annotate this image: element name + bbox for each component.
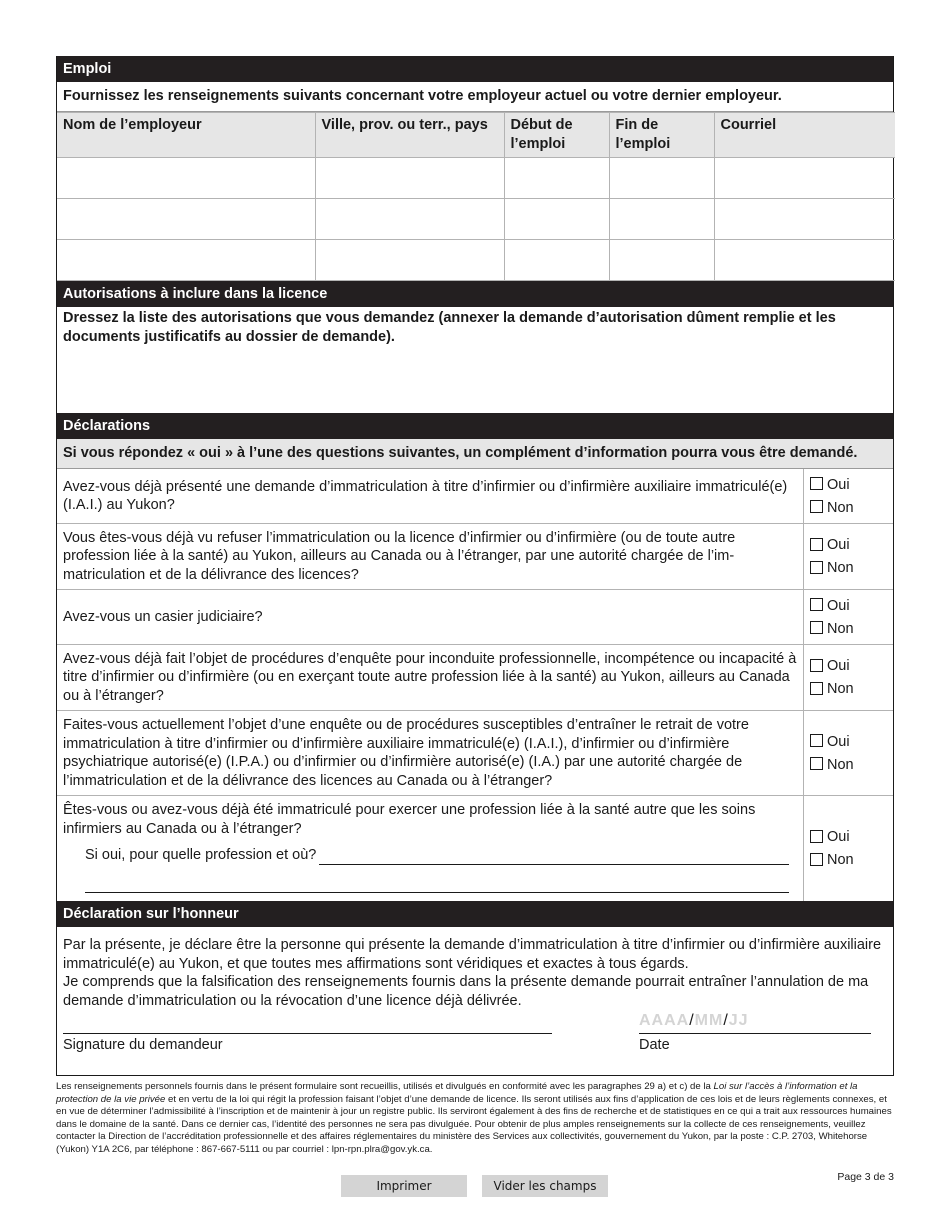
declarations-note: Si vous répondez « oui » à l’une des questions suivantes, un complément d’information pourra vous être demandé. [57,439,893,469]
email-field[interactable] [714,199,895,240]
privacy-notice [56,1081,896,1157]
no-checkbox[interactable] [810,620,893,638]
question-text: Faites-vous actuellement l’objet d’une enquête ou de procédures susceptibles d’entraîner le retrait de votre immatriculation à titre d’infirmier ou d’infirmière auxiliaire immatriculé(e) (I.A.I.), d’infirmier ou d’infirmière psychiatrique autorisé(e) (I.P.A.) ou d’infirmier ou d’infirmière autorisé(e) (I.A.) par une autorité chargée de l’immatriculation et de la délivrance des licences au Canada ou à l’étranger? [57,711,804,795]
date-underline [639,1033,871,1034]
profession-field-continued[interactable] [85,873,789,893]
question-text: Êtes-vous ou avez-vous déjà été immatriculé pour exercer une profession liée à la santé autre que les soins infirmiers au Canada ou à l’étranger? [63,802,756,837]
yes-label: Oui [827,537,850,553]
date-separator: / [689,1012,695,1029]
email-field[interactable] [714,240,895,281]
yes-label: Oui [827,658,850,674]
question-text: Avez-vous déjà présenté une demande d’immatriculation à titre d’infirmier ou d’infirmière auxiliaire immatriculé(e) (I.A.I.) au Yukon? [57,469,804,523]
followup-line [63,846,797,865]
employment-table [57,112,895,281]
question-row [57,524,893,590]
question-row [57,590,893,645]
email-field[interactable] [714,158,895,199]
date-month-placeholder: MM [694,1012,724,1029]
yes-checkbox[interactable] [810,657,893,675]
privacy-text-part1: Les renseignements personnels fournis dans le présent formulaire sont recueillis, utilisés et divulgués en conformité avec les paragraphes 29 a) et c) de la [56,1081,714,1092]
no-checkbox[interactable] [810,680,893,698]
date-year-placeholder: AAAA [639,1012,690,1029]
question-block [57,796,804,901]
no-label: Non [827,681,854,697]
checkbox-icon [810,734,823,747]
clear-fields-button[interactable]: Vider les champs [482,1175,608,1197]
table-row [57,158,895,199]
employer-name-field[interactable] [57,158,315,199]
question-row [57,796,893,901]
authorizations-section-header: Autorisations à inclure dans la licence [57,281,893,307]
answer-options [804,469,893,523]
end-date-field[interactable] [609,240,714,281]
yes-label: Oui [827,597,850,614]
checkbox-icon [810,561,823,574]
no-label: Non [827,499,854,516]
no-checkbox[interactable] [810,499,893,517]
checkbox-icon [810,682,823,695]
col-start-date: Début de l’emploi [504,113,609,158]
location-field[interactable] [315,158,504,199]
yes-checkbox[interactable] [810,828,893,846]
no-checkbox[interactable] [810,756,893,774]
yes-label: Oui [827,476,850,493]
employer-name-field[interactable] [57,240,315,281]
question-text: Avez-vous un casier judiciaire? [57,590,804,644]
yes-label: Oui [827,829,850,845]
question-row [57,469,893,524]
checkbox-icon [810,757,823,770]
start-date-field[interactable] [504,199,609,240]
no-label: Non [827,560,854,576]
answer-options [804,590,893,644]
employment-section-header: Emploi [57,56,893,82]
table-row [57,199,895,240]
checkbox-icon [810,500,823,513]
employment-instruction: Fournissez les renseignements suivants concernant votre employeur actuel ou votre dernier employeur. [57,82,893,112]
no-checkbox[interactable] [810,559,893,577]
employer-name-field[interactable] [57,199,315,240]
followup-label: Si oui, pour quelle profession et où? [85,847,317,863]
yes-checkbox[interactable] [810,476,893,494]
page-number: Page 3 de 3 [837,1171,894,1183]
col-location: Ville, prov. ou terr., pays [315,113,504,158]
col-email: Courriel [714,113,895,158]
col-employer-name: Nom de l’employeur [57,113,315,158]
start-date-field[interactable] [504,240,609,281]
honor-statement [57,927,893,1010]
question-row [57,645,893,711]
checkbox-icon [810,621,823,634]
no-checkbox[interactable] [810,851,893,869]
profession-field[interactable] [319,850,789,865]
checkbox-icon [810,853,823,866]
col-end-date: Fin de l’emploi [609,113,714,158]
answer-options [804,645,893,710]
honor-paragraph-1: Par la présente, je déclare être la personne qui présente la demande d’immatriculation à titre d’infirmier ou d’infirmière auxiliaire immatriculé(e) au Yukon, et que toutes mes affirmations sont véridiques et exactes à tous égards. [63,937,882,972]
print-button[interactable]: Imprimer [341,1175,467,1197]
no-label: Non [827,756,854,773]
authorizations-instruction: Dressez la liste des autorisations que vous demandez (annexer la demande d’autorisation dûment remplie et les documents justificatifs au dossier de demande). [63,310,836,345]
no-label: Non [827,852,854,868]
honor-paragraph-2: Je comprends que la falsification des renseignements fournis dans la présente demande pourrait entraîner l’annulation de ma demande d’immatriculation ou la révocation d’une licence déjà délivrée. [63,974,869,1009]
honor-section-header: Déclaration sur l’honneur [57,901,893,927]
end-date-field[interactable] [609,199,714,240]
checkbox-icon [810,830,823,843]
yes-checkbox[interactable] [810,536,893,554]
answer-options [804,711,893,795]
question-text: Vous êtes-vous déjà vu refuser l’immatriculation ou la licence d’infirmier ou d’infirmière (ou de toute autre profession liée à la santé) au Yukon, ailleurs au Canada ou à l’étranger, par une autorité chargée de l’im-matriculation et de la délivrance des licences? [57,524,804,589]
location-field[interactable] [315,240,504,281]
application-form [56,56,894,1076]
authorizations-field[interactable] [57,307,893,413]
signature-field[interactable] [63,1033,552,1034]
answer-options [804,524,893,589]
employment-table-header-row [57,113,895,158]
signature-area [57,1010,893,1076]
checkbox-icon [810,598,823,611]
answer-options [804,796,893,901]
table-row [57,240,895,281]
question-text: Avez-vous déjà fait l’objet de procédures d’enquête pour inconduite professionnelle, incompétence ou incapacité à titre d’infirmier ou d’infirmière (ou en exerçant toute autre profession liée à la santé) au Yukon, ailleurs au Canada ou à l’étranger? [57,645,804,710]
location-field[interactable] [315,199,504,240]
privacy-text-part2: et en vertu de la loi qui régit la profession faisant l’objet d’une demande de licence. Ils seront utilisés aux fins d’application de ces lois et de leurs règlements connexes, et en vue de déterminer l’admissibilité à l’inscription et de maintenir à jour un registre public. Ils serviront également à des fins de recherche et de statistiques en ce qui a trait aux ressources humaines dans le domaine de la santé. Dans ce dernier cas, l’identité des personnes ne sera pas divulguée. Pour obtenir de plus amples renseignements sur la collecte de ces renseignements, veuillez contacter la Direction de l’accréditation professionnelle et des affaires réglementaires du ministère des Services aux collectivités, gouvernement du Yukon, par la poste : C.P. 2703, Whitehorse (Yukon) Y1A 2C6, par téléphone : 867-667-5111 ou par courriel : lpn-rpn.plra@gov.yk.ca. [56,1093,892,1155]
question-row [57,711,893,796]
end-date-field[interactable] [609,158,714,199]
no-label: Non [827,620,854,637]
date-separator: / [723,1012,729,1029]
checkbox-icon [810,538,823,551]
start-date-field[interactable] [504,158,609,199]
signature-label: Signature du demandeur [63,1037,223,1053]
yes-checkbox[interactable] [810,733,893,751]
yes-checkbox[interactable] [810,597,893,615]
privacy-law-title: Loi sur l’accès à l’information et la protection de la vie privée [56,1081,858,1105]
declarations-section-header: Déclarations [57,413,893,439]
date-label: Date [639,1037,670,1053]
yes-label: Oui [827,733,850,750]
date-day-placeholder: JJ [728,1012,749,1029]
checkbox-icon [810,659,823,672]
checkbox-icon [810,477,823,490]
date-input[interactable] [639,1012,749,1030]
